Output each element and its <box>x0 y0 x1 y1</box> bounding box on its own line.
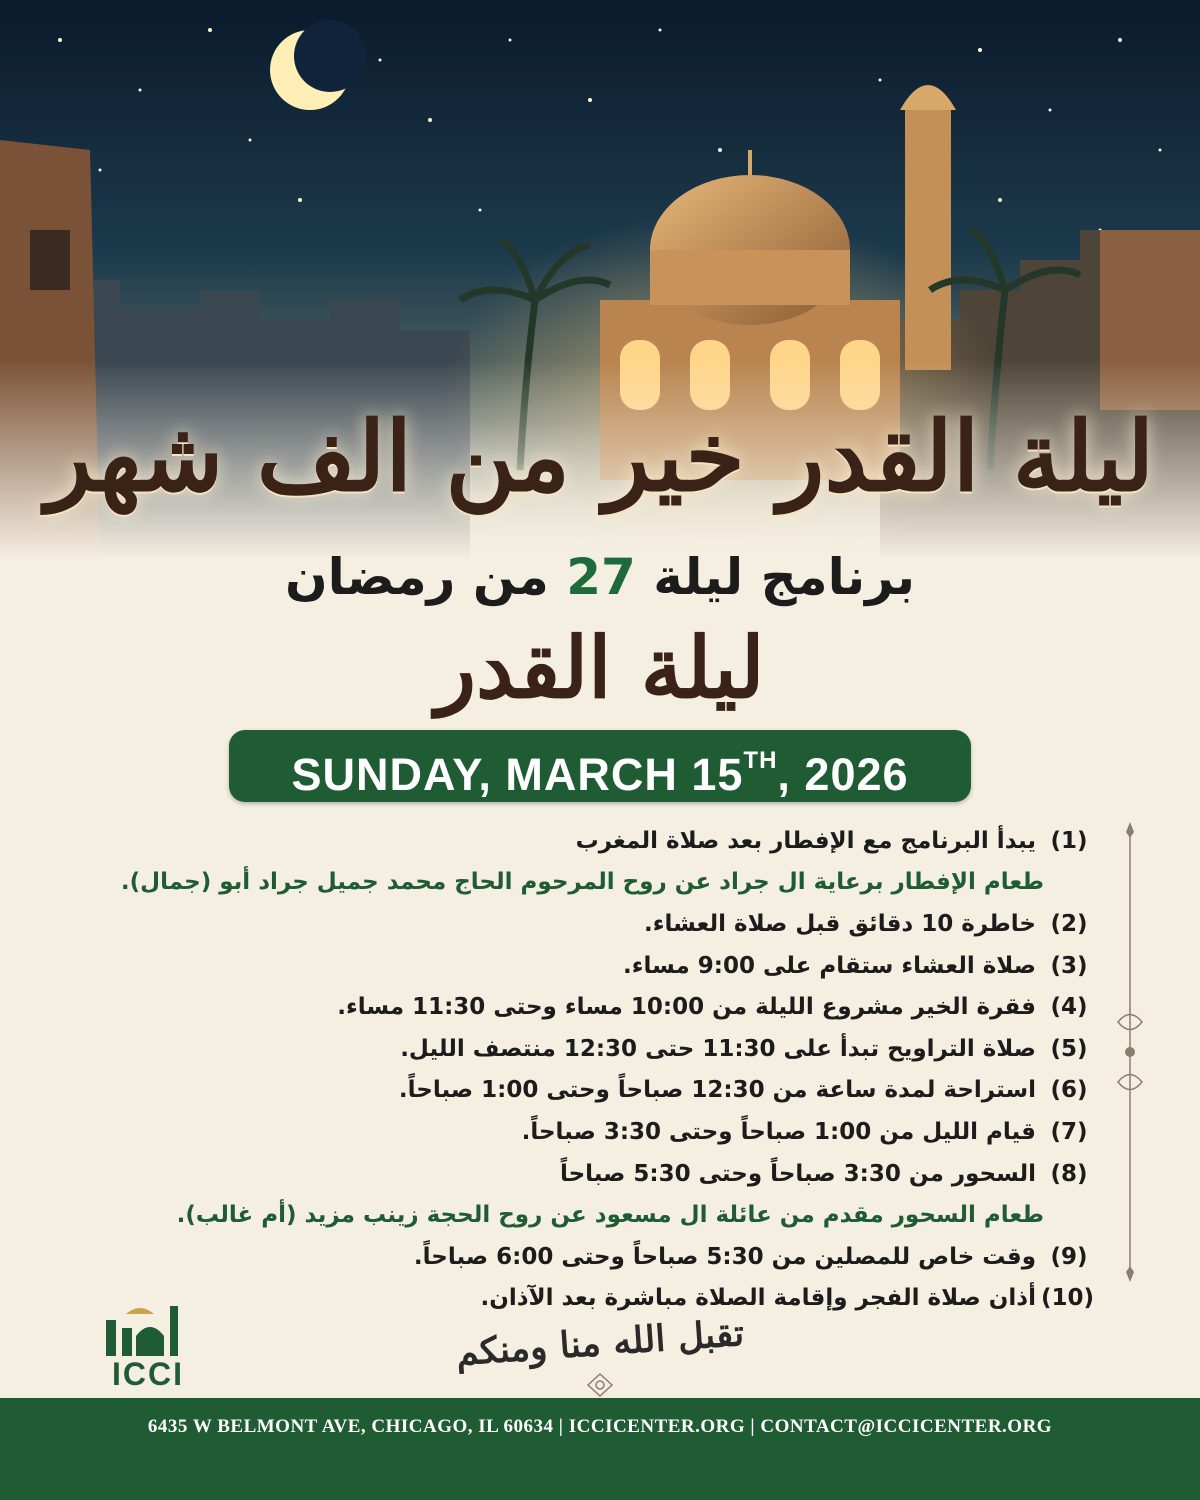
schedule-item <box>114 1236 1094 1278</box>
item-number: (4) <box>1050 994 1088 1021</box>
item-number: (1) <box>1050 827 1088 854</box>
night-number: 27 <box>566 548 636 606</box>
footer-contact: 6435 W BELMONT AVE, CHICAGO, IL 60634 | ICCICENTER.ORG | CONTACT@ICCICENTER.ORG <box>147 1416 1053 1437</box>
date-prefix: SUNDAY, MARCH 15 <box>291 749 744 800</box>
closing-calligraphy: تقبل الله منا ومنكم <box>454 1311 746 1375</box>
item-number: (9) <box>1050 1243 1088 1270</box>
ornament-divider-icon <box>1112 822 1148 1282</box>
sponsor-text: طعام السحور مقدم من عائلة ال مسعود عن روح الحجة زينب مزيد (أم غالب). <box>176 1202 1044 1229</box>
laylat-al-qadr-calligraphy: ليلة القدر <box>435 618 765 717</box>
item-number: (10) <box>1040 1285 1094 1312</box>
schedule-item <box>114 903 1094 945</box>
date-badge <box>229 730 971 802</box>
item-number: (3) <box>1050 952 1088 979</box>
schedule-list <box>114 820 1094 1319</box>
ornament-knot-icon <box>584 1372 616 1398</box>
item-text: خاطرة 10 دقائق قبل صلاة العشاء. <box>644 910 1036 937</box>
item-text: استراحة لمدة ساعة من 12:30 صباحاً وحتى 1:00 صباحاً. <box>398 1077 1036 1104</box>
item-text: صلاة العشاء ستقام على 9:00 مساء. <box>622 952 1036 979</box>
item-text: أذان صلاة الفجر وإقامة الصلاة مباشرة بعد الآذان. <box>480 1285 1036 1312</box>
item-number: (2) <box>1050 910 1088 937</box>
sponsor-note <box>114 1194 1094 1236</box>
item-number: (7) <box>1050 1118 1088 1145</box>
item-text: صلاة التراويح تبدأ على 11:30 حتى 12:30 منتصف الليل. <box>400 1035 1036 1062</box>
item-text: يبدأ البرنامج مع الإفطار بعد صلاة المغرب <box>575 827 1036 854</box>
logo-text: ICCI <box>112 1356 184 1392</box>
schedule-item <box>114 1278 1094 1320</box>
schedule-item <box>114 986 1094 1028</box>
schedule-item <box>114 1070 1094 1112</box>
item-text: السحور من 3:30 صباحاً وحتى 5:30 صباحاً <box>559 1160 1036 1187</box>
title-calligraphy: ليلة القدر خير من الف شهر <box>45 400 1155 513</box>
item-text: وقت خاص للمصلين من 5:30 صباحاً وحتى 6:00 صباحاً. <box>413 1243 1036 1270</box>
date-year: , 2026 <box>777 749 909 800</box>
sponsor-text: طعام الإفطار برعاية ال جراد عن روح المرحوم الحاج محمد جميل جراد أبو (جمال). <box>120 869 1044 896</box>
schedule-item <box>114 1028 1094 1070</box>
item-text: قيام الليل من 1:00 صباحاً وحتى 3:30 صباحاً. <box>521 1118 1036 1145</box>
subtitle-before: برنامج ليلة <box>653 548 915 606</box>
item-number: (6) <box>1050 1077 1088 1104</box>
schedule-item <box>114 820 1094 862</box>
subtitle-after: من رمضان <box>284 548 549 606</box>
item-text: فقرة الخير مشروع الليلة من 10:00 مساء وحتى 11:30 مساء. <box>337 994 1036 1021</box>
schedule-item <box>114 945 1094 987</box>
date-suffix: TH <box>743 747 778 774</box>
schedule-item <box>114 1111 1094 1153</box>
item-number: (8) <box>1050 1160 1088 1187</box>
schedule-item <box>114 1153 1094 1195</box>
item-number: (5) <box>1050 1035 1088 1062</box>
sponsor-note <box>114 862 1094 904</box>
program-subtitle <box>0 548 1200 606</box>
